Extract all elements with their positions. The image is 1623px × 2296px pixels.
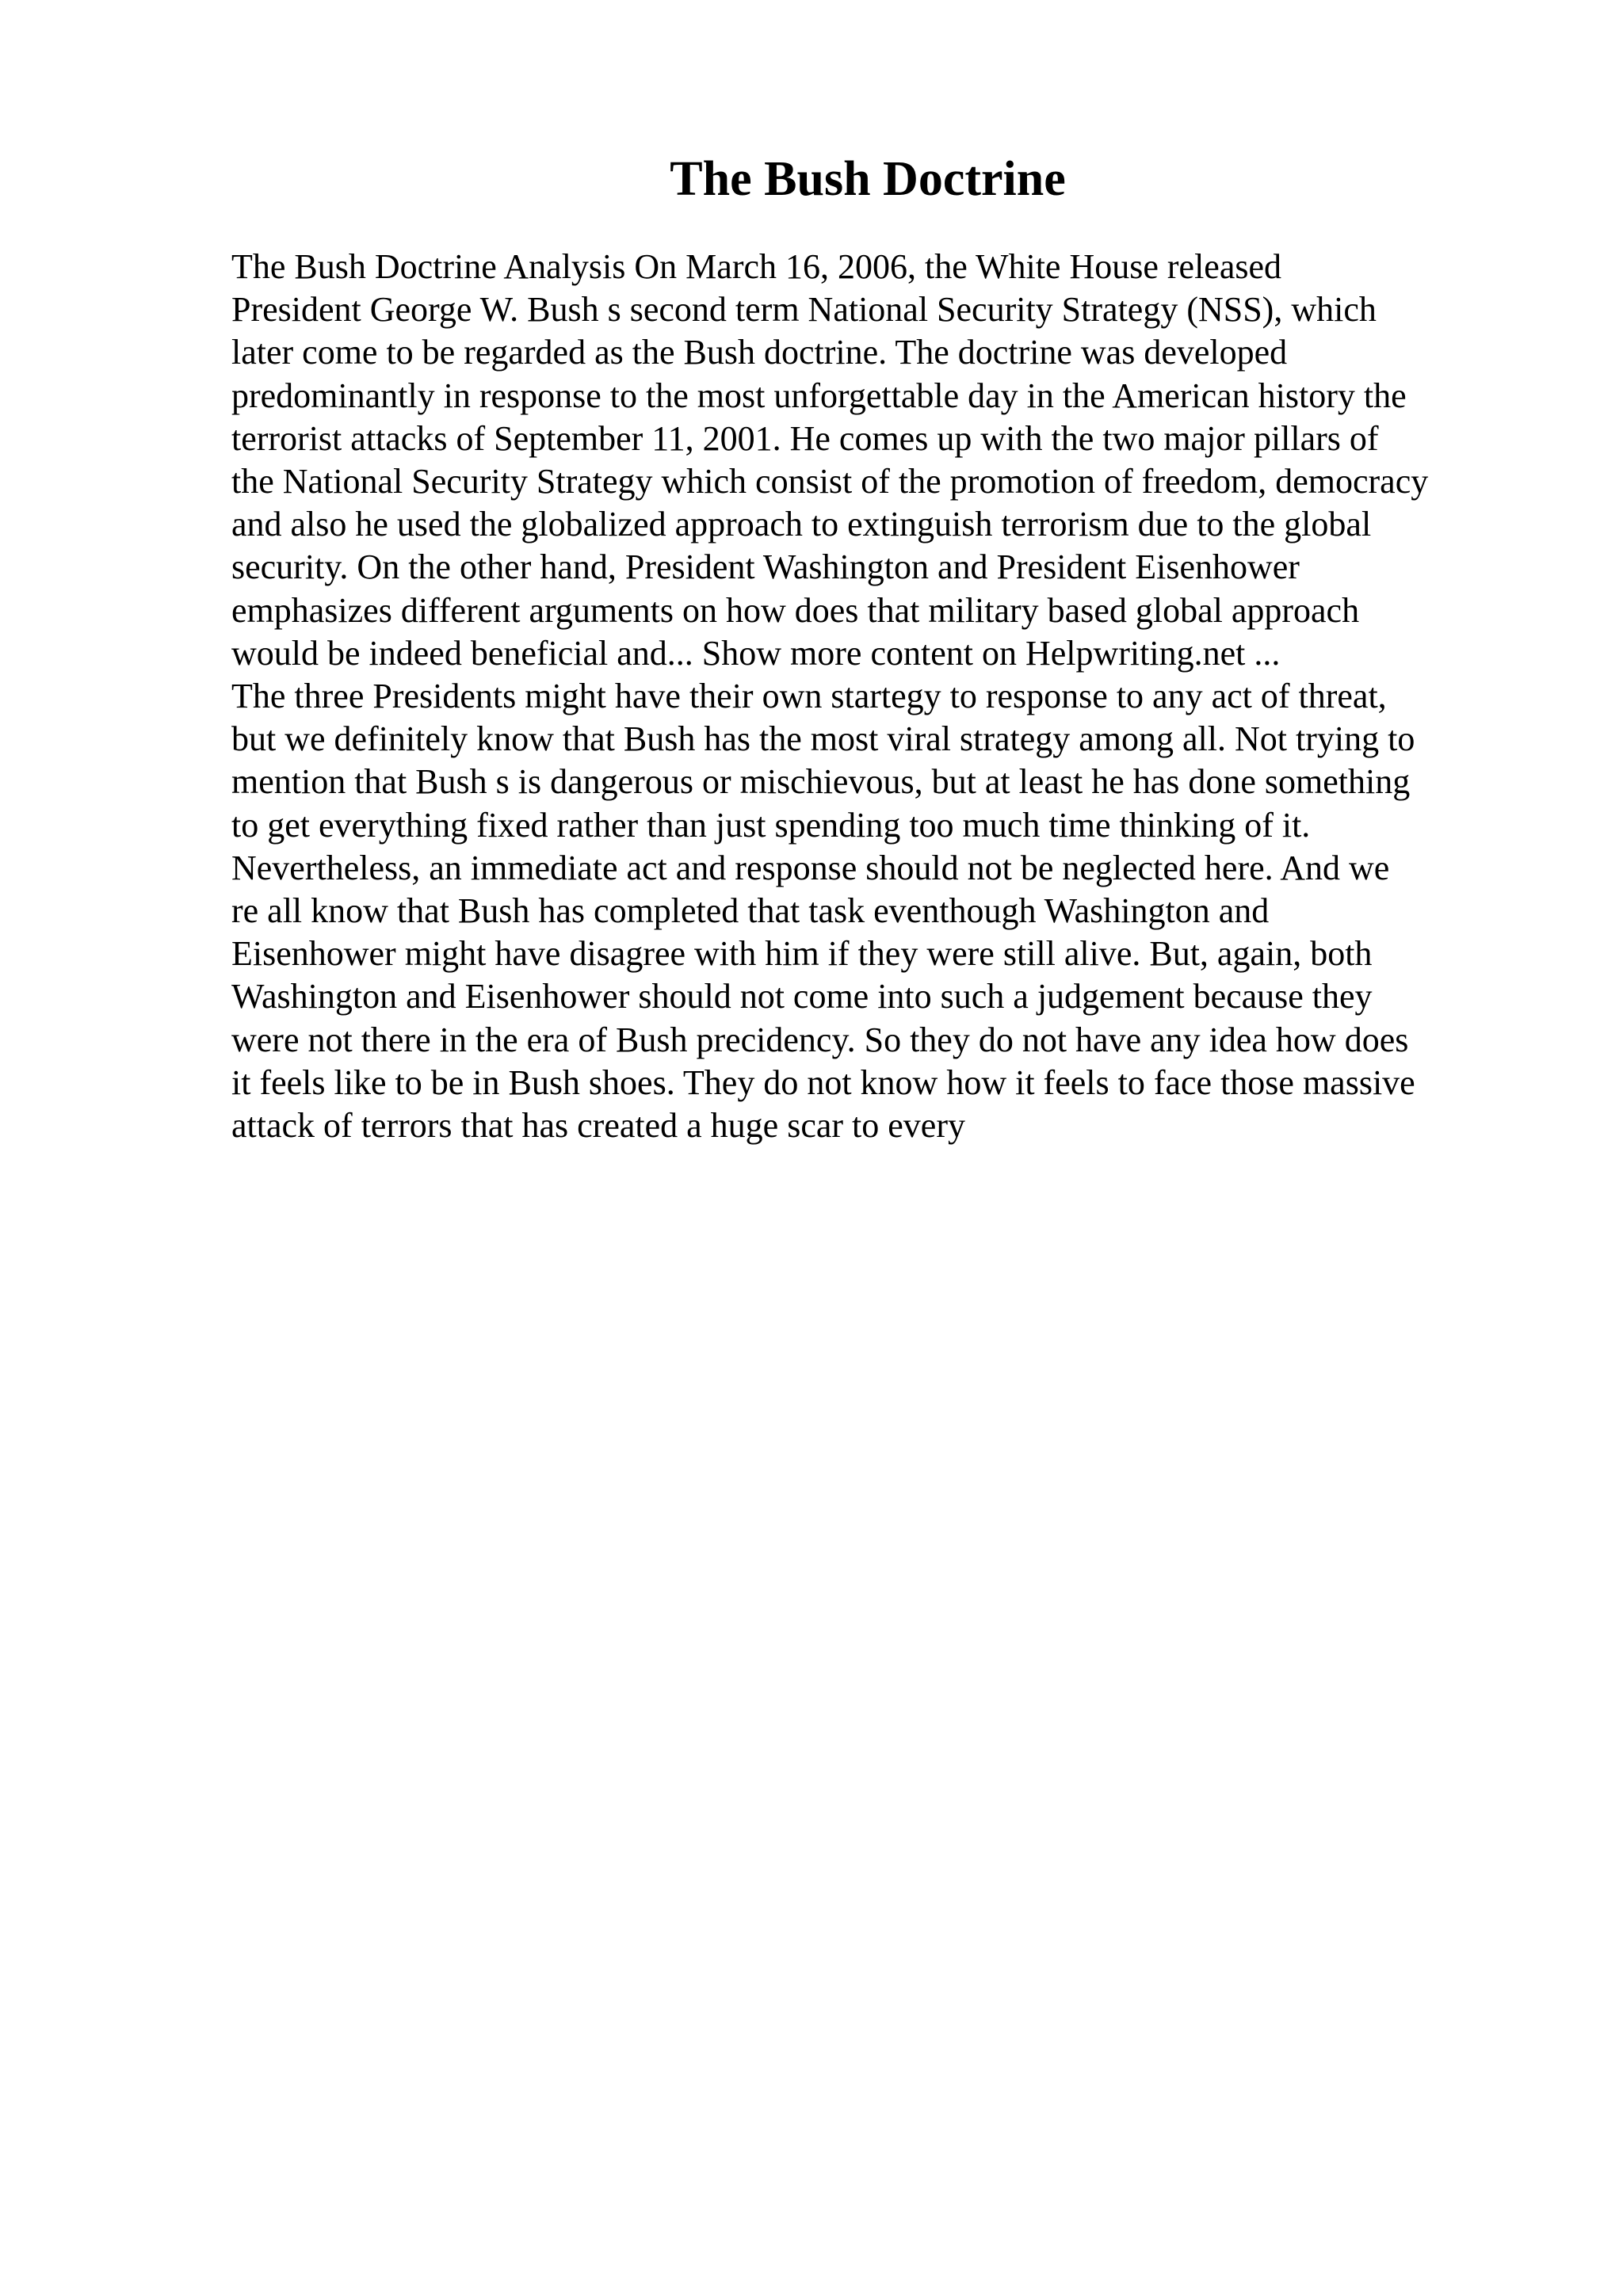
document-body (231, 246, 1515, 1147)
text-line: Nevertheless, an immediate act and response should not be neglected here. And we (231, 848, 1390, 887)
text-line: were not there in the era of Bush precidency. So they do not have any idea how does (231, 1020, 1409, 1059)
text-line: The Bush Doctrine Analysis On March 16, 2006, the White House released (231, 247, 1282, 286)
text-line: to get everything fixed rather than just spending too much time thinking of it. (231, 805, 1311, 845)
text-line: terrorist attacks of September 11, 2001. He comes up with the two major pillars of (231, 418, 1379, 458)
text-line: Washington and Eisenhower should not come into such a judgement because they (231, 977, 1373, 1016)
text-line: emphasizes different arguments on how does that military based global approach (231, 590, 1360, 630)
paragraph-1 (231, 246, 1515, 675)
text-line: re all know that Bush has completed that task eventhough Washington and (231, 891, 1270, 931)
document-title: The Bush Doctrine (670, 152, 1066, 206)
text-line: Eisenhower might have disagree with him if they were still alive. But, again, both (231, 934, 1373, 974)
text-line: and also he used the globalized approach to extinguish terrorism due to the global (231, 505, 1372, 544)
text-line: President George W. Bush s second term National Security Strategy (NSS), which (231, 290, 1377, 330)
text-line: the National Security Strategy which consist of the promotion of freedom, democracy (231, 462, 1429, 502)
text-line: attack of terrors that has created a huge scar to every (231, 1106, 965, 1146)
text-line: it feels like to be in Bush shoes. They do not know how it feels to face those massive (231, 1062, 1415, 1102)
text-line: later come to be regarded as the Bush doctrine. The doctrine was developed (231, 333, 1288, 372)
text-line: mention that Bush s is dangerous or mischievous, but at least he has done something (231, 762, 1411, 802)
text-line: predominantly in response to the most unforgettable day in the American history the (231, 376, 1407, 415)
text-line: The three Presidents might have their own startegy to response to any act of threat, (231, 677, 1387, 716)
text-line: security. On the other hand, President Washington and President Eisenhower (231, 547, 1300, 587)
text-line: would be indeed beneficial and... Show more content on Helpwriting.net ... (231, 633, 1281, 673)
paragraph-2 (231, 675, 1515, 1147)
text-line: but we definitely know that Bush has the most viral strategy among all. Not trying to (231, 719, 1415, 759)
